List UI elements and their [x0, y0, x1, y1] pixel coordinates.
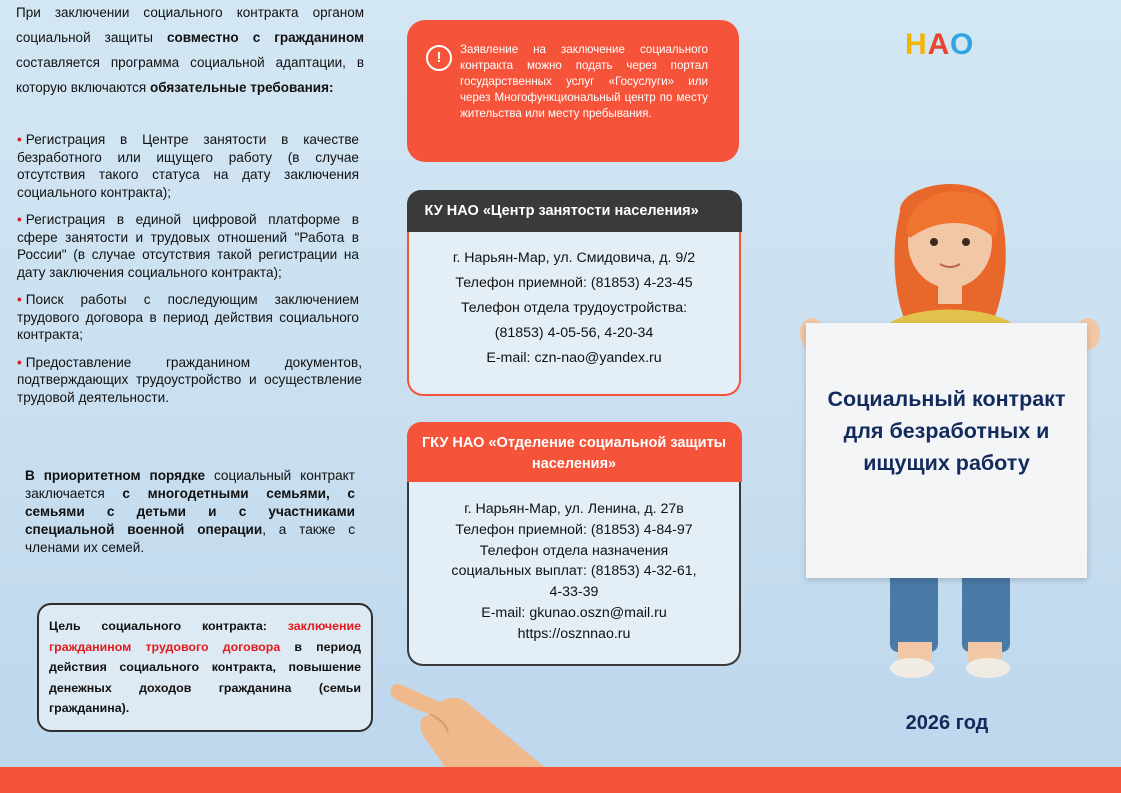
- bullet-icon: •: [17, 212, 22, 227]
- goal-label: Цель социального контракта:: [49, 619, 288, 633]
- priority-bold-1: В приоритетном порядке: [25, 468, 206, 483]
- phone-label-line: Телефон отдела трудоустройства:: [460, 300, 688, 316]
- phone-numbers-line: социальных выплат: (81853) 4-32-61,: [451, 563, 697, 580]
- email-line: E-mail: gkunao.oszn@mail.ru: [481, 604, 667, 621]
- intro-text-2: составляется программа социальной адаптации, в которую включаются: [16, 55, 364, 95]
- goal-highlight: заключение гражданином трудового договора: [49, 619, 361, 654]
- year-label: 2026 год: [905, 712, 989, 734]
- requirement-text: Предоставление гражданином документов, подтверждающих трудоустройство и осуществление трудовой деятельности.: [17, 354, 362, 405]
- card-contacts: [409, 482, 739, 645]
- intro-paragraph: [16, 0, 364, 100]
- goal-text: в период действия социального контракта, повышение денежных доходов гражданина (семьи гражданина).: [49, 639, 361, 715]
- notice-text: Заявление на заключение социального контракта можно подать через портал государственных услуг «Госуслуги» или через Многофункциональный центр по месту жительства или месту пребывания.: [460, 43, 708, 120]
- address-line: г. Нарьян-Мар, ул. Смидовича, д. 9/2: [452, 250, 696, 266]
- phone-numbers-line: (81853) 4-05-56, 4-20-34: [494, 325, 654, 341]
- priority-text-2: , а также с членами их семей.: [25, 522, 356, 555]
- requirement-text: Поиск работы с последующим заключением трудового договора в период действия социального контракта;: [17, 292, 359, 342]
- bullet-icon: •: [17, 292, 22, 307]
- bullet-icon: •: [17, 132, 22, 147]
- page-title: Социальный контракт для безработных и ищущих работу: [827, 387, 1066, 475]
- list-item: [17, 291, 359, 344]
- intro-text-1: При заключении социального контракта органом социальной защиты: [16, 5, 364, 45]
- address-line: г. Нарьян-Мар, ул. Ленина, д. 27в: [464, 501, 684, 517]
- card-contacts: [409, 232, 739, 371]
- bottom-bar: [0, 767, 1121, 793]
- email-line: E-mail: czn-nao@yandex.ru: [486, 350, 662, 366]
- website-line: https://osznnao.ru: [517, 625, 631, 642]
- sign-board: [806, 323, 1087, 578]
- card-title: ГКУ НАО «Отделение социальной защиты населения»: [407, 422, 742, 482]
- requirement-text: Регистрация в единой цифровой платформе в сфере занятости и трудовых отношений "Работа в России" (в случае отсутствия такой регистрации на дату заключения социального контракта);: [17, 212, 359, 280]
- phone-numbers-line-2: 4-33-39: [549, 584, 599, 601]
- intro-bold-1: совместно с гражданином: [166, 30, 364, 45]
- nao-logo: [905, 28, 974, 62]
- list-item: [17, 211, 359, 281]
- logo-letter-a: А: [927, 28, 950, 61]
- list-item: [17, 354, 362, 407]
- priority-paragraph: [25, 467, 355, 557]
- card-title: КУ НАО «Центр занятости населения»: [407, 190, 742, 232]
- list-item: [17, 131, 359, 201]
- requirements-list: [17, 131, 362, 416]
- phone-label-line: Телефон отдела назначения: [479, 542, 669, 559]
- pointing-hand-illustration: [386, 660, 556, 768]
- intro-bold-2: обязательные требования:: [149, 80, 334, 95]
- phone-line: Телефон приемной: (81853) 4-84-97: [455, 521, 693, 538]
- requirement-text: Регистрация в Центре занятости в качестве безработного или ищущего работу (в случае отсутствия такого статуса на дату заключения социального контракта);: [17, 132, 359, 200]
- employment-center-card: [407, 190, 741, 396]
- notice-box: [407, 20, 739, 162]
- exclamation-icon: !: [426, 45, 452, 71]
- bullet-icon: •: [17, 354, 22, 370]
- priority-text-1: социальный контракт заключается: [25, 468, 355, 501]
- phone-line: Телефон приемной: (81853) 4-23-45: [455, 275, 693, 291]
- logo-letter-n: Н: [905, 28, 928, 61]
- priority-bold-2: с многодетными семьями, с семьями с детьми и с участниками специальной военной операции: [25, 486, 355, 537]
- social-protection-card: [407, 422, 741, 666]
- goal-box: [37, 603, 373, 732]
- logo-letter-o: О: [949, 28, 975, 61]
